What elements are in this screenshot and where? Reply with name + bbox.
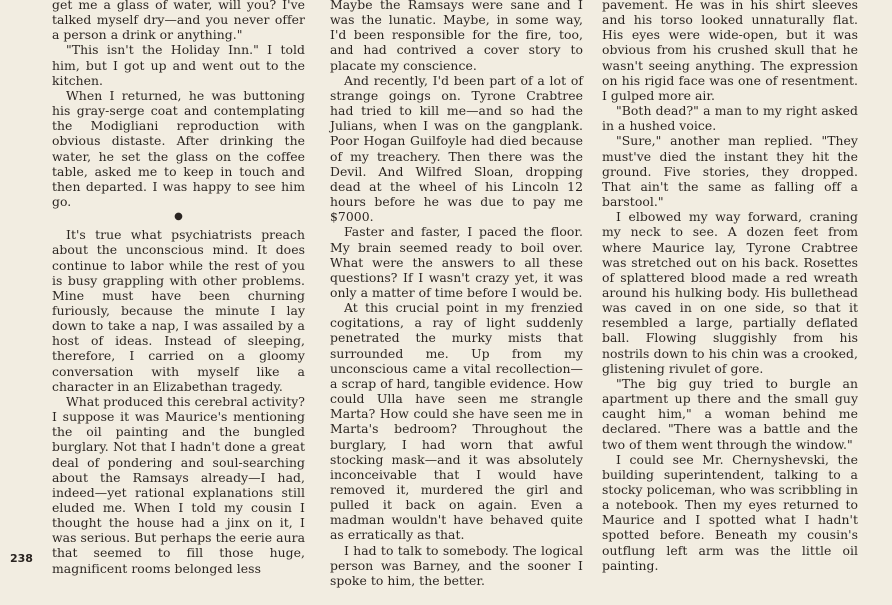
paragraph: When I returned, he was buttoning his gray-serge coat and contemplating the Modigliani reproduction with obvious distaste. After drinking the water, he set the glass on the coffee table, asked me to keep in touch and then departed. I was happy to see him go. [52,87,305,210]
paragraph: I had to talk to somebody. The logical person was Barney, and the sooner I spoke to him, the better. [330,542,583,588]
paragraph: At this crucial point in my frenzied cogitations, a ray of light suddenly penetrated the murky mists that surrounded me. Up from my unconscious came a vital recollection—a scrap of hard, tangible evidence. How could Ulla have seen me strangle Marta? How could she have seen me in Marta's bedroom? Throughout the burglary, I had worn that awful stocking mask—and it was absolutely inconceivable that I would have removed it, murdered the girl and pulled it back on again. Even a madman wouldn't have behaved quite as erratically as that. [330,300,583,543]
paragraph: "Sure," another man replied. "They must've died the instant they hit the ground. Five stories, they dropped. That ain't the same as falling off a barstool." [602,133,858,210]
paragraph: "The big guy tried to burgle an apartment up there and the small guy caught him," a woman behind me declared. "There was a battle and the two of them went through the window." [602,375,858,452]
text-column-2 [330,0,583,588]
paragraph: And recently, I'd been part of a lot of strange goings on. Tyrone Crabtree had tried to kill me—and so had the Julians, when I was on the gangplank. Poor Hogan Guilfoyle had died because of my treachery. Then there was the Devil. And Wilfred Sloan, dropping dead at the wheel of his Lincoln 12 hours before he was due to pay me $7000. [330,72,583,225]
paragraph: "This isn't the Holiday Inn." I told him, but I got up and went out to the kitchen. [52,42,305,88]
page-number: 238 [10,552,33,565]
paragraph: I elbowed my way forward, craning my neck to see. A dozen feet from where Maurice lay, Tyrone Crabtree was stretched out on his back. Rosettes of splattered blood made a red wreath around his hulking body. His bullethead was caved in on one side, so that it resembled a large, partially deflated ball. Flowing sluggishly from his nostrils down to his chin was a crooked, glistening rivulet of gore. [602,209,858,376]
paragraph: pavement. He was in his shirt sleeves and his torso looked unnaturally flat. His eyes were wide-open, but it was obvious from his crushed skull that he wasn't seeing anything. The expression on his rigid face was one of resentment. I gulped more air. [602,0,858,103]
text-column-1 [52,0,305,576]
paragraph: I could see Mr. Chernyshevski, the building superintendent, talking to a stocky policeman, who was scribbling in a notebook. Then my eyes returned to Maurice and I spotted what I hadn't spotted before. Beneath my cousin's outflung left arm was the little oil painting. [602,451,858,573]
paragraph: Faster and faster, I paced the floor. My brain seemed ready to boil over. What were the answers to all these questions? If I wasn't crazy yet, it was only a matter of time before I would be. [330,224,583,300]
paragraph: It's true what psychiatrists preach about the unconscious mind. It does continue to labor while the rest of you is busy grappling with other problems. Mine must have been churning furiously, because the minute I lay down to take a nap, I was assailed by a host of ideas. Instead of sleeping, therefore, I carried on a gloomy conversation with myself like a character in an Elizabethan tragedy. [52,227,305,394]
paragraph: What produced this cerebral activity? I suppose it was Maurice's mentioning the oil painting and the bungled burglary. Not that I hadn't done a great deal of pondering and soul-searching about the Ramsays already—I had, indeed—yet rational explanations still eluded me. When I told my cousin I thought the house had a jinx on it, I was serious. But perhaps the eerie aura that seemed to fill those huge, magnificent rooms belonged less [52,393,306,576]
paragraph: get me a glass of water, will you? I've talked myself dry—and you never offer a person a drink or anything." [52,0,305,43]
paragraph: Maybe the Ramsays were sane and I was the lunatic. Maybe, in some way, I'd been responsible for the fire, too, and had contrived a cover story to placate my conscience. [330,0,583,73]
section-separator: ● [174,211,183,223]
text-column-3 [602,0,858,573]
paragraph: "Both dead?" a man to my right asked in a hushed voice. [602,103,858,134]
